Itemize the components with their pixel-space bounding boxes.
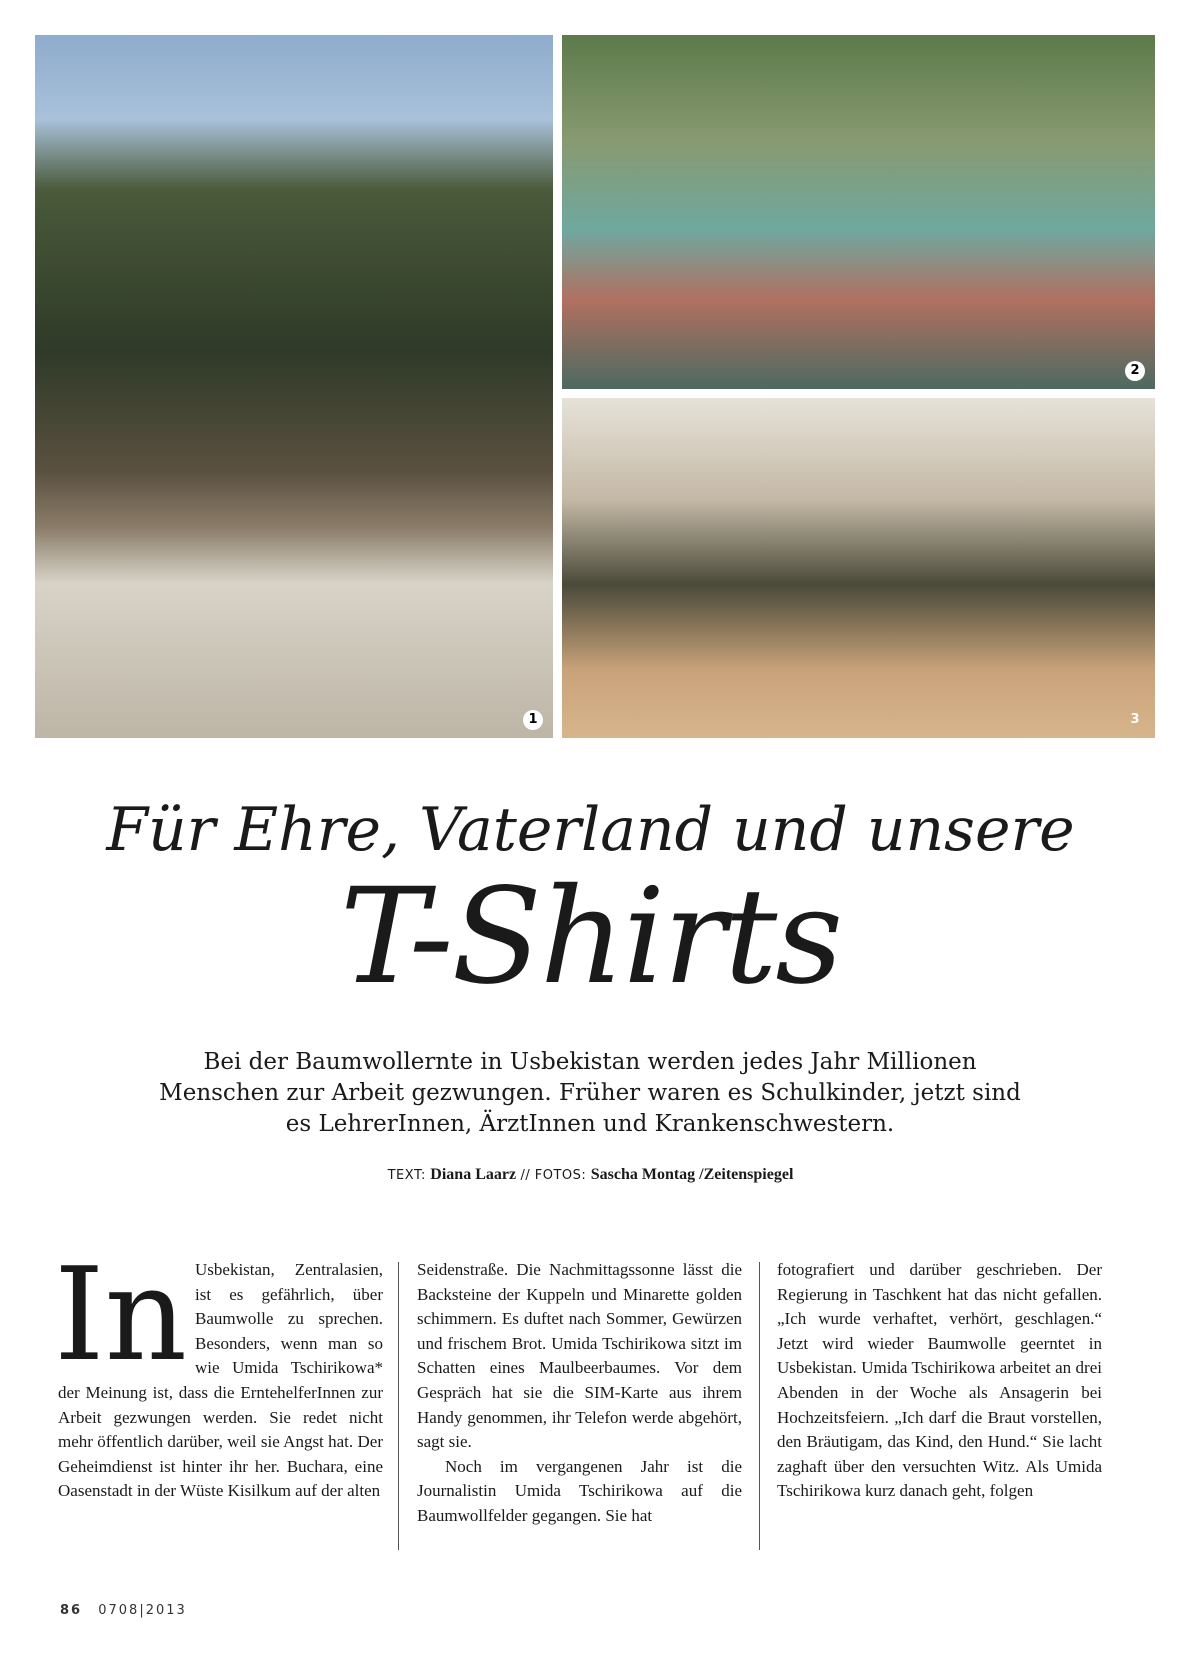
issue-number: 0708|2013 (98, 1603, 187, 1618)
byline (0, 1166, 1181, 1184)
subtitle: Bei der Baumwollernte in Usbekistan werden jedes Jahr Millionen Menschen zur Arbeit gezwungen. Früher waren es Schulkinder, jetzt sind es LehrerInnen, ÄrztInnen und Krankenschwestern. (159, 1049, 1021, 1137)
photo-children-snack-stand (562, 35, 1155, 389)
photo-label: FOTOS: (534, 1168, 587, 1183)
body-text: Usbekistan, Zentralasien, ist es gefährlich, über Baumwolle zu sprechen. Besonders, wenn man so wie Umida Tschirikowa* der Meinung ist, dass die ErntehelferInnen zur Arbeit gezwungen werden. Sie redet nicht mehr öffentlich darüber, weil sie Angst hat. Der Geheimdienst ist hinter ihr her. Buchara, eine Oasenstadt in der Wüste Kisilkum auf der alten (58, 1260, 383, 1501)
separator: // (520, 1168, 531, 1183)
photo-cotton-picker (35, 35, 553, 738)
page-number: 86 (60, 1603, 83, 1618)
photographer: Sascha Montag /Zeitenspiegel (590, 1166, 794, 1183)
photo-classroom (562, 398, 1155, 738)
body-column-3 (777, 1258, 1102, 1504)
photo-number: 2 (1125, 361, 1145, 381)
author: Diana Laarz (430, 1166, 517, 1183)
photo-number: 1 (523, 710, 543, 730)
body-column-1 (54, 1241, 383, 1504)
text-label: TEXT: (387, 1168, 426, 1183)
body-column-2 (417, 1258, 742, 1529)
drop-cap: In (54, 1241, 187, 1390)
body-text: Seidenstraße. Die Nachmittagssonne lässt die Backsteine der Kuppeln und Minarette golden schimmern. Es duftet nach Sommer, Gewürzen und frischem Brot. Umida Tschirikowa sitzt im Schatten eines Maulbeerbaumes. Vor dem Gespräch hat sie die SIM-Karte aus ihrem Handy genommen, ihr Telefon werde abgehört, sagt sie. (417, 1260, 742, 1452)
column-divider (759, 1262, 760, 1550)
headline-line2: T-Shirts (339, 860, 842, 1014)
photo-number: 3 (1130, 712, 1140, 727)
body-text: fotografiert und darüber geschrieben. Der Regierung in Taschkent hat das nicht gefallen. „Ich wurde verhaftet, verhört, geschlagen.“ Jetzt wird wieder Baumwolle geerntet in Usbekistan. Umida Tschirikowa arbeitet an drei Abenden in der Woche als Ansagerin bei Hochzeitsfeiern. „Ich darf die Braut vorstellen, den Bräutigam, das Kind, den Hund.“ Sie lacht zaghaft über den versuchten Witz. Als Umida Tschirikowa kurz danach geht, folgen (777, 1260, 1102, 1501)
headline-line1: Für Ehre, Vaterland und unsere (106, 795, 1075, 865)
body-text: Noch im vergangenen Jahr ist die Journalistin Umida Tschirikowa auf die Baumwollfelder gegangen. Sie hat (417, 1456, 742, 1525)
page-footer (60, 1603, 187, 1618)
column-divider (398, 1262, 399, 1550)
